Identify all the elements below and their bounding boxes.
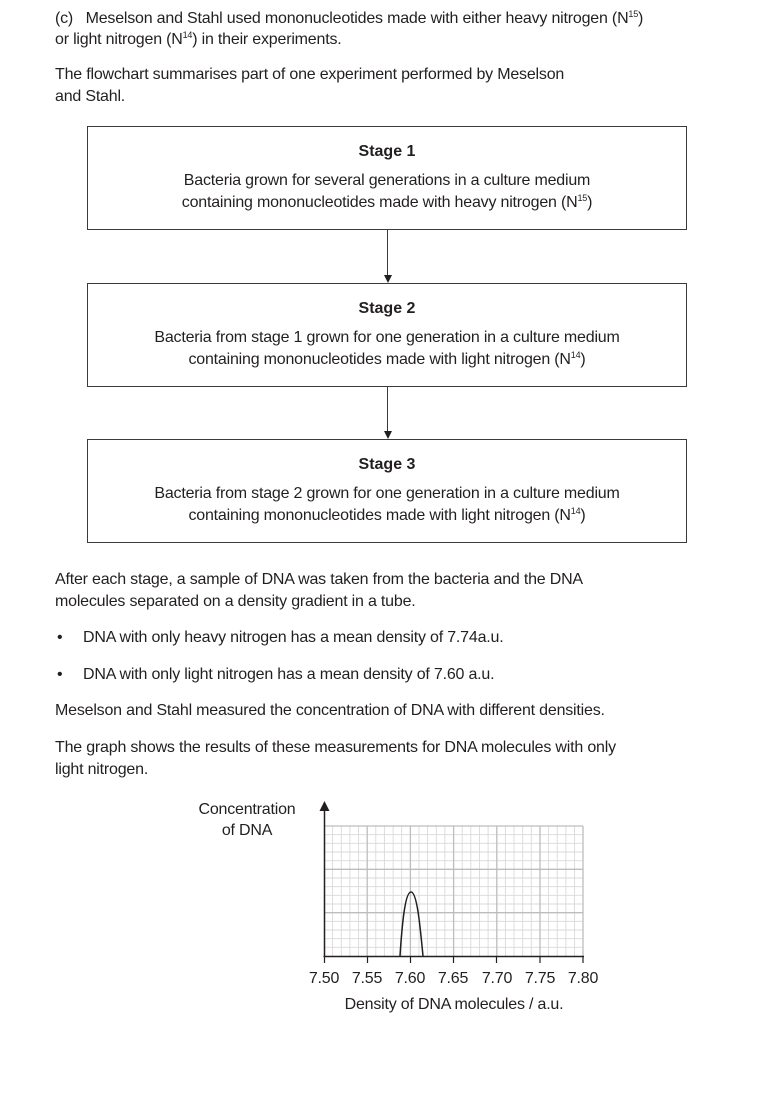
paragraph-2: Meselson and Stahl measured the concentration of DNA with different densities.	[55, 702, 605, 719]
stage-3-title: Stage 3	[358, 456, 416, 473]
question-intro-line1: (c) Meselson and Stahl used mononucleotides made with either heavy nitrogen $(N^{15})$	[55, 9, 644, 27]
bullet-icon: •	[57, 629, 63, 646]
y-axis-label-line1: Concentration	[198, 801, 296, 818]
concentration-peak-curve	[400, 892, 423, 956]
paragraph-1-line2: molecules separated on a density gradient in a tube.	[55, 593, 416, 610]
paragraph-3-line1: The graph shows the results of these measurements for DNA molecules with only	[55, 739, 616, 756]
flowchart-intro-line1: The flowchart summarises part of one experiment performed by Meselson	[55, 66, 565, 83]
x-tick-label: 7.65	[437, 970, 469, 987]
x-tick-label: 7.50	[308, 970, 340, 987]
y-axis-label-line2: of DNA	[221, 822, 273, 839]
x-axis-label: Density of DNA molecules / a.u.	[344, 996, 564, 1013]
x-tick-label: 7.70	[481, 970, 513, 987]
x-tick-label: 7.80	[567, 970, 599, 987]
bullet-icon: •	[57, 666, 63, 683]
stage-2-title: Stage 2	[358, 300, 416, 317]
x-tick-label: 7.55	[351, 970, 383, 987]
bullet-item-heavy: DNA with only heavy nitrogen has a mean density of 7.74a.u.	[83, 629, 504, 646]
stage-3-description: Bacteria from stage 2 grown for one generation in a culture medium containing mononucleotides made with light nitrogen $(N^{14})$	[154, 485, 620, 524]
x-tick-label: 7.75	[524, 970, 556, 987]
flowchart-intro-line2: and Stahl.	[55, 88, 126, 105]
stage-1-description: Bacteria grown for several generations in a culture medium containing mononucleotides made with heavy nitrogen $(N^{15})$	[181, 172, 593, 211]
stage-2-description: Bacteria from stage 1 grown for one generation in a culture medium containing mononucleotides made with light nitrogen $(N^{14})$	[154, 329, 620, 368]
bullet-item-light: DNA with only light nitrogen has a mean density of 7.60 a.u.	[83, 666, 495, 683]
x-tick-label: 7.60	[394, 970, 426, 987]
paragraph-1-line1: After each stage, a sample of DNA was taken from the bacteria and the DNA	[55, 571, 583, 588]
question-label: (c)	[55, 10, 74, 27]
stage-1-title: Stage 1	[358, 143, 416, 160]
question-intro-line2: or light nitrogen $(N^{14})$ in their experiments.	[55, 30, 342, 48]
paragraph-3-line2: light nitrogen.	[55, 761, 149, 778]
